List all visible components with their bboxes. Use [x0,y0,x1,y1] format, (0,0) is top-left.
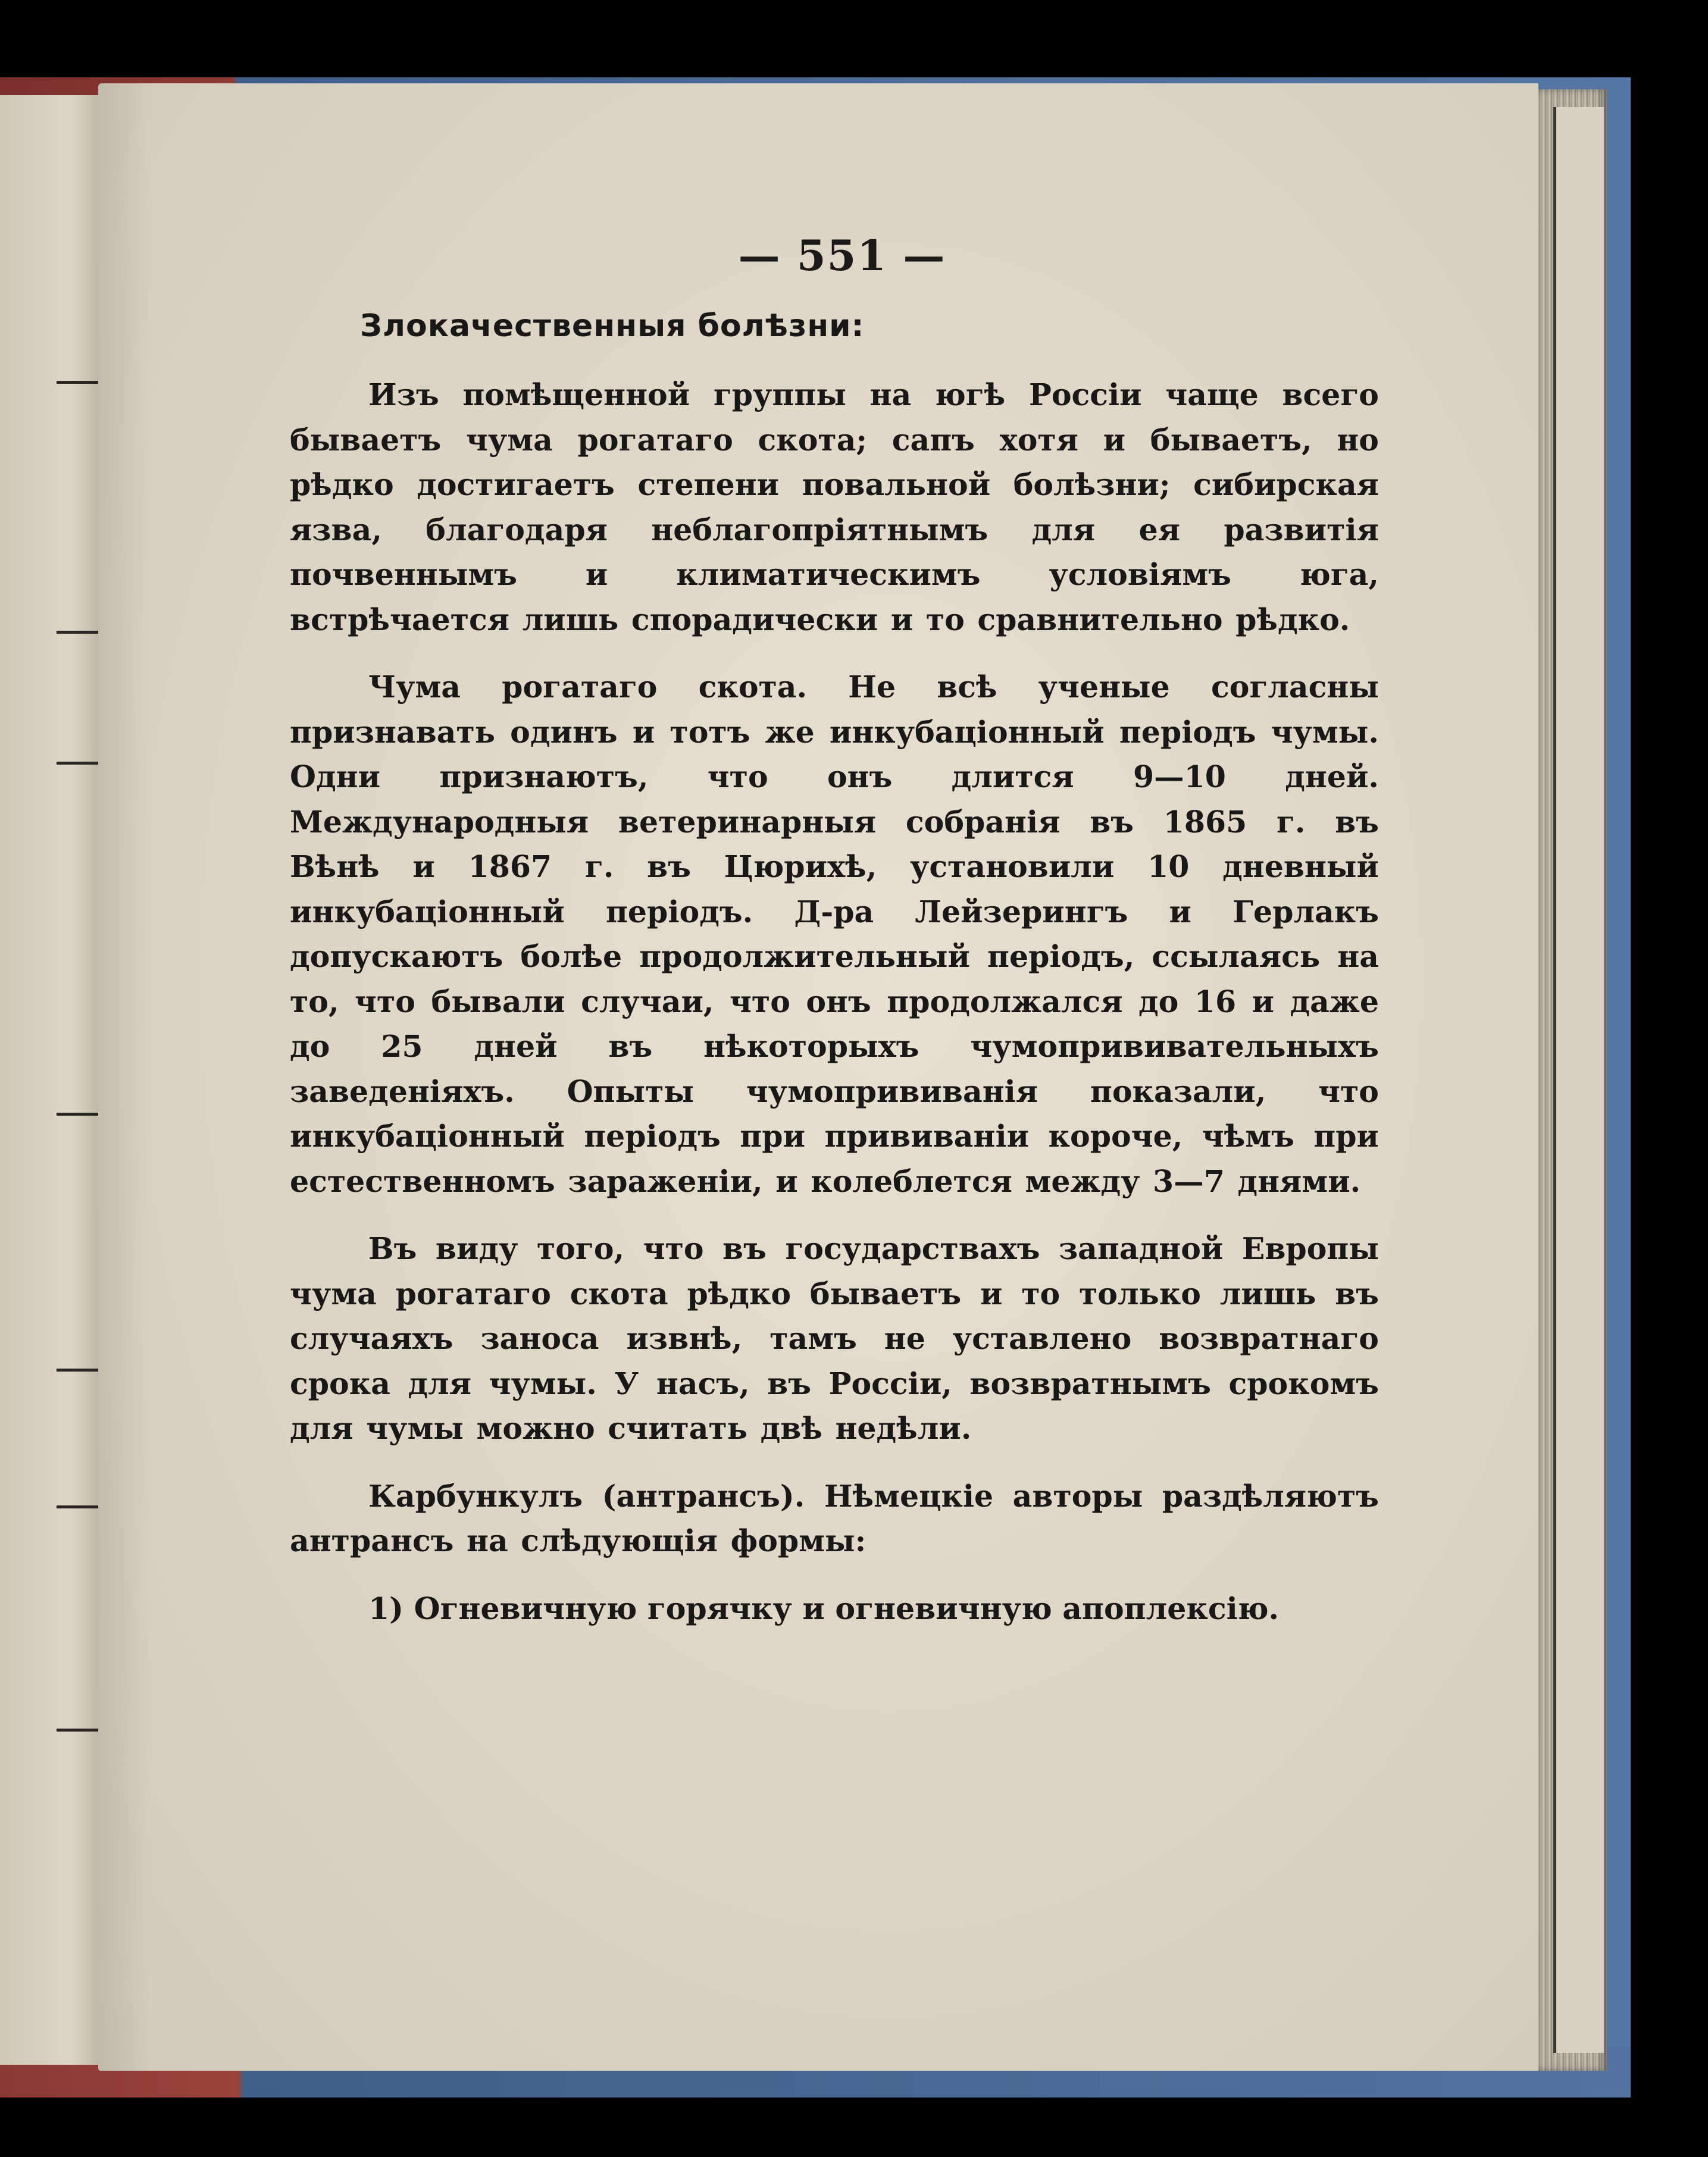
paragraph: Въ виду того, что въ государствахъ западной Европы чума рогатаго скота рѣдко бываетъ и то только лишь въ случаяхъ заноса извнѣ, тамъ не уставлено возвратнаго срока для чумы. У насъ, въ Россіи, возвратнымъ срокомъ для чумы можно считать двѣ недѣли. [290,1231,1379,1446]
binding-thread-mark [57,1729,98,1732]
list-item: 1) Огневичную горячку и огневичную апоплексію. [368,1591,1280,1626]
binding-thread-mark [57,381,98,384]
page-number: — 551 — [738,231,946,280]
page-stack-inner [1553,107,1604,2053]
binding-thread-mark [57,1505,98,1508]
paragraph: Чума рогатаго скота. Не всѣ ученые согласны признавать одинъ и тотъ же инкубаціонный періодъ чумы. Одни признаютъ, что онъ длится 9—10 дней. Международныя ветеринарныя собранія въ 1865 г. въ Вѣнѣ и 1867 г. въ Цюрихѣ, установили 10 дневный инкубаціонный періодъ. Д-ра Лейзерингъ и Герлакъ допускаютъ болѣе продолжительный періодъ, ссылаясь на то, что бывали случаи, что онъ продолжался до 16 и даже до 25 дней въ нѣкоторыхъ чумопрививательныхъ заведеніяхъ. Опыты чумопрививанія показали, что инкубаціонный періодъ при прививаніи короче, чѣмъ при естественномъ зараженіи, и колеблется между 3—7 днями. [290,669,1379,1199]
binding-thread-mark [57,1369,98,1372]
left-page-edge [0,95,101,2065]
binding-thread-mark [57,1113,98,1116]
binding-thread-mark [57,762,98,765]
paragraph: Карбункулъ (антрансъ). Нѣмецкіе авторы раздѣляютъ антрансъ на слѣдующія формы: [290,1478,1379,1558]
binding-thread-mark [57,631,98,634]
page-text-block [290,303,1379,1631]
section-heading: Злокачественныя болѣзни: [360,308,865,344]
book-page [98,83,1538,2071]
paragraph: Изъ помѣщенной группы на югѣ Россіи чаще всего бываетъ чума рогатаго скота; сапъ хотя и бываетъ, но рѣдко достигаетъ степени повальной болѣзни; сибирская язва, благодаря неблагопріятнымъ для ея развитія почвеннымъ и климатическимъ условіямъ юга, встрѣчается лишь спорадически и то сравнительно рѣдко. [290,377,1379,637]
